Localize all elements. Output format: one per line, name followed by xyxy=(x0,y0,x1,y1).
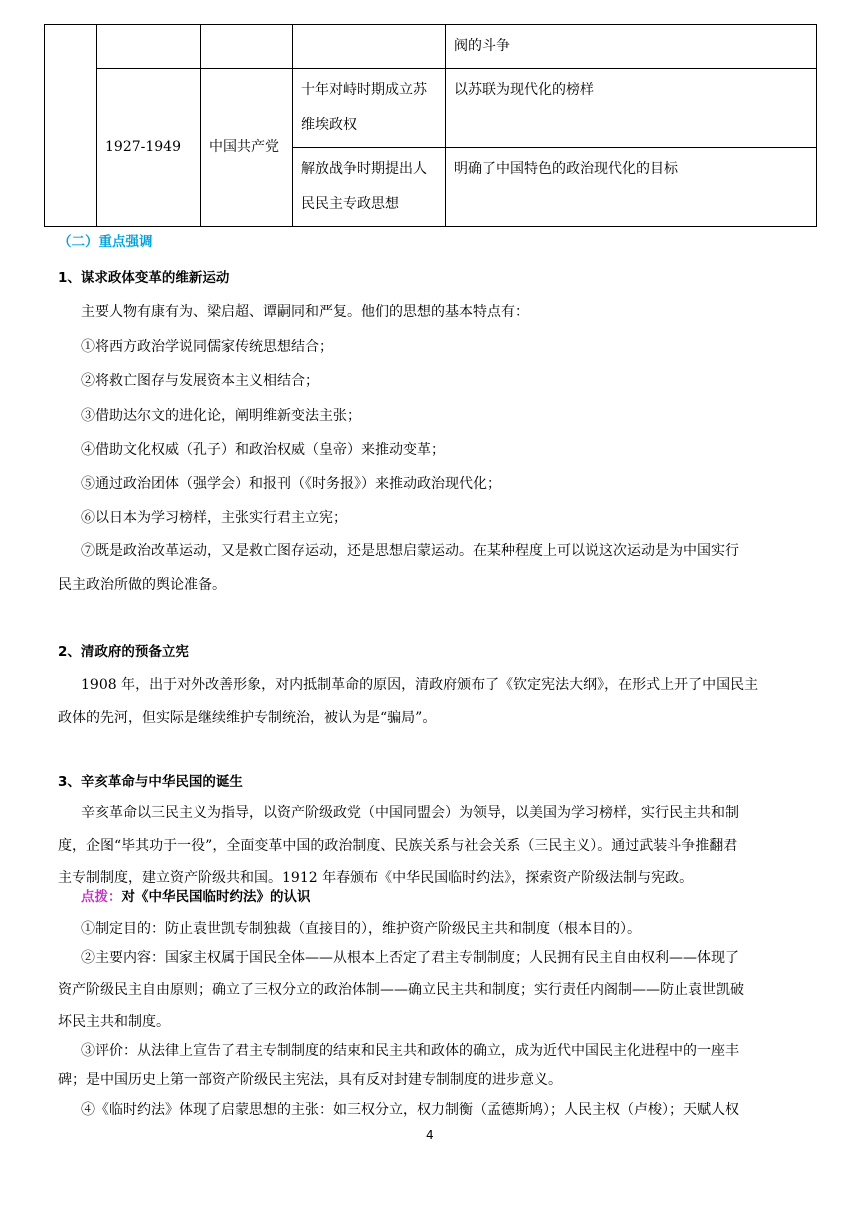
list-item: ⑦既是政治改革运动，又是救亡图存运动，还是思想启蒙运动。在某种程度上可以说这次运动是为中国实行 xyxy=(81,543,739,559)
note-cell: 明确了中国特色的政治现代化的目标 xyxy=(446,148,817,227)
list-item: ④借助文化权威（孔子）和政治权威（皇帝）来推动变革； xyxy=(81,442,445,458)
list-item: ⑤通过政治团体（强学会）和报刊（《时务报》）来推动政治现代化； xyxy=(81,476,501,492)
table-cell xyxy=(97,25,201,69)
tip-heading xyxy=(81,885,311,905)
list-item-cont: 资产阶级民主自由原则；确立了三权分立的政治体制——确立民主共和制度；实行责任内阁制——防止袁世凯破 xyxy=(58,982,744,998)
paragraph: 主要人物有康有为、梁启超、谭嗣同和严复。他们的思想的基本特点有： xyxy=(81,304,529,320)
event-cell: 十年对峙时期成立苏维埃政权 xyxy=(293,69,446,148)
list-item: ③评价：从法律上宣告了君主专制制度的结束和民主共和政体的确立，成为近代中国民主化进程中的一座丰 xyxy=(81,1043,739,1059)
event-cell: 解放战争时期提出人民民主专政思想 xyxy=(293,148,446,227)
table-cell xyxy=(45,25,97,227)
list-item: ①将西方政治学说同儒家传统思想结合； xyxy=(81,339,333,355)
list-item-cont: 碑；是中国历史上第一部资产阶级民主宪法，具有反对封建专制制度的进步意义。 xyxy=(58,1072,562,1088)
paragraph-cont: 政体的先河，但实际是继续维护专制统治，被认为是“骗局”。 xyxy=(58,710,437,726)
note-cell: 以苏联为现代化的榜样 xyxy=(446,69,817,148)
tip-title: 对《中华民国临时约法》的认识 xyxy=(121,889,311,905)
history-table xyxy=(44,24,816,224)
table-cell xyxy=(293,25,446,69)
table-cell xyxy=(201,25,293,69)
list-item: ②主要内容：国家主权属于国民全体——从根本上否定了君主专制制度；人民拥有民主自由权利——体现了 xyxy=(81,950,739,966)
table-row xyxy=(45,69,817,148)
list-item-cont: 坏民主共和制度。 xyxy=(58,1014,170,1030)
list-item: ②将救亡图存与发展资本主义相结合； xyxy=(81,373,319,389)
heading-1: 1、谋求政体变革的维新运动 xyxy=(58,270,230,286)
list-item: ①制定目的：防止袁世凯专制独裁（直接目的），维护资产阶级民主共和制度（根本目的）。 xyxy=(81,921,641,937)
paragraph: 辛亥革命以三民主义为指导，以资产阶级政党（中国同盟会）为领导，以美国为学习榜样，实行民主共和制 xyxy=(81,805,739,821)
page-number: 4 xyxy=(426,1128,434,1142)
list-item: ⑥以日本为学习榜样，主张实行君主立宪； xyxy=(81,510,347,526)
table-cell: 阀的斗争 xyxy=(446,25,817,69)
party-cell: 中国共产党 xyxy=(201,69,293,227)
paragraph-cont: 主专制制度，建立资产阶级共和国。1912 年春颁布《中华民国临时约法》，探索资产阶级法制与宪政。 xyxy=(58,870,694,886)
paragraph: 1908 年，出于对外改善形象，对内抵制革命的原因，清政府颁布了《钦定宪法大纲》，在形式上开了中国民主 xyxy=(81,677,759,693)
list-item: ④《临时约法》体现了启蒙思想的主张：如三权分立，权力制衡（孟德斯鸠）；人民主权（卢梭）；天赋人权 xyxy=(81,1102,739,1118)
list-item-cont: 民主政治所做的舆论准备。 xyxy=(58,577,226,593)
heading-3: 3、辛亥革命与中华民国的诞生 xyxy=(58,774,243,790)
list-item: ③借助达尔文的进化论，阐明维新变法主张； xyxy=(81,408,361,424)
tip-label: 点拨： xyxy=(81,889,122,905)
heading-2: 2、清政府的预备立宪 xyxy=(58,644,189,660)
paragraph-cont: 度，企图“毕其功于一役”，全面变革中国的政治制度、民族关系与社会关系（三民主义）。通过武装斗争推翻君 xyxy=(58,838,738,854)
period-cell: 1927-1949 xyxy=(97,69,201,227)
section-title: （二）重点强调 xyxy=(58,234,153,250)
table-row xyxy=(45,25,817,69)
